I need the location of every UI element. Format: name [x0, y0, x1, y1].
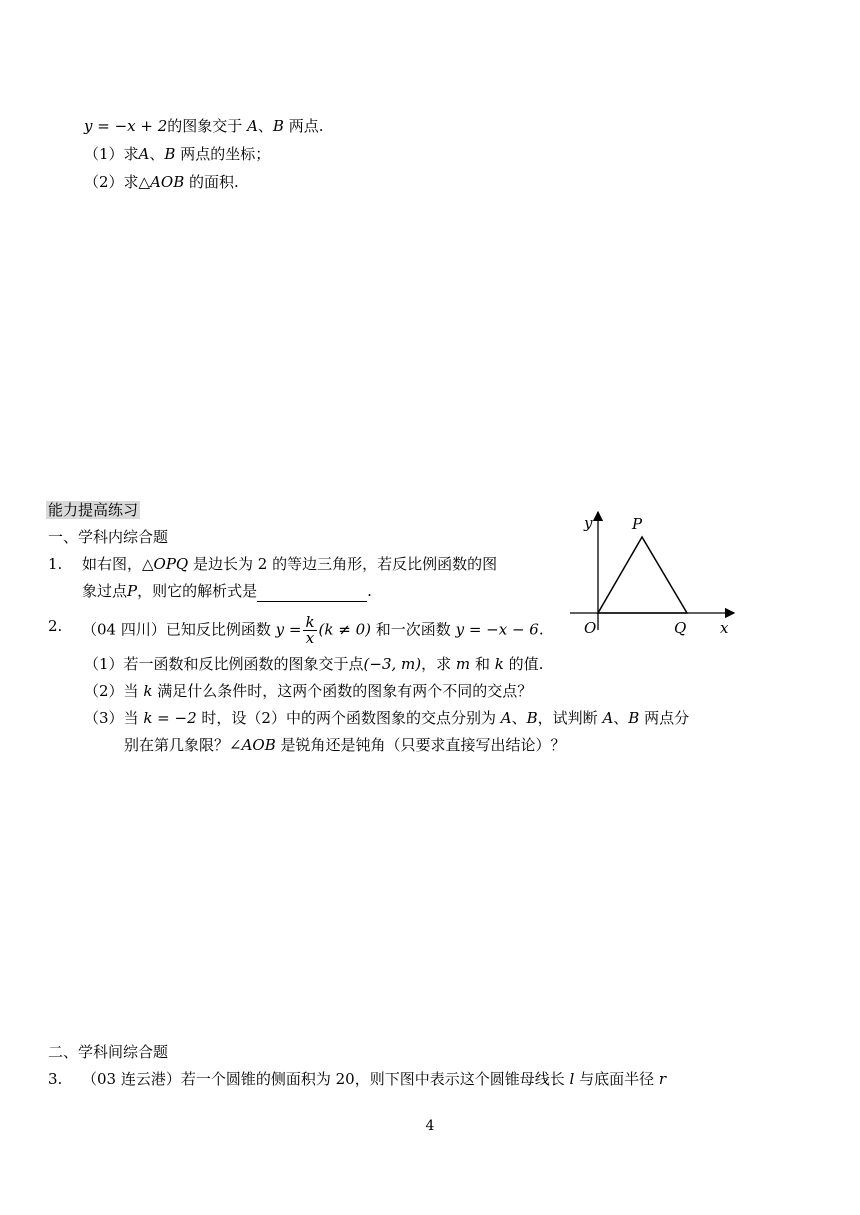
subsection-2: 二、学科间综合题	[48, 1043, 169, 1061]
triangle-figure	[560, 508, 740, 638]
fraction-k-over-x: $\frac{k}{x}$	[305, 613, 315, 647]
problem-3: 3. （03 连云港）若一个圆锥的侧面积为 20，则下图中表示这个圆锥母线长 l 与底面半径 r	[48, 1070, 667, 1088]
label-y: y	[584, 514, 593, 532]
triangle-opq	[598, 537, 687, 613]
intro-line: y = −x + 2的图象交于 A、B 两点.	[84, 117, 324, 135]
problem-2-line-1: 2. （04 四川）已知反比例函数 y = $\frac{k}{x}$ (k ≠ 0) 和一次函数 y = −x − 6.	[48, 613, 544, 647]
label-p: P	[632, 515, 643, 533]
question-2: （2）求△AOB 的面积.	[84, 173, 239, 191]
problem-1-line-2: 象过点P，则它的解析式是 .	[82, 582, 372, 600]
label-x: x	[720, 619, 729, 637]
answer-blank[interactable]	[257, 585, 367, 602]
label-o: O	[584, 619, 597, 637]
linear-equation: y = −x + 2	[84, 117, 168, 135]
question-1: （1）求A、B 两点的坐标；	[84, 145, 271, 163]
label-q: Q	[674, 619, 687, 637]
problem-2-part-3: （3）当 k = −2 时，设（2）中的两个函数图象的交点分别为 A、B，试判断 A、B 两点分	[84, 709, 690, 727]
subsection-1: 一、学科内综合题	[48, 528, 169, 546]
page-number: 4	[425, 1118, 435, 1134]
problem-1-line-1: 1. 如右图，△OPQ 是边长为 2 的等边三角形，若反比例函数的图	[48, 555, 498, 573]
problem-2-part-1: （1）若一函数和反比例函数的图象交于点(−3, m)，求 m 和 k 的值.	[84, 655, 544, 673]
section-title: 能力提高练习	[48, 501, 139, 519]
problem-2-part-2: （2）当 k 满足什么条件时，这两个函数的图象有两个不同的交点？	[84, 682, 533, 700]
problem-2-part-3-line-2: 别在第几象限？∠AOB 是锐角还是钝角（只要求直接写出结论）？	[124, 736, 566, 754]
